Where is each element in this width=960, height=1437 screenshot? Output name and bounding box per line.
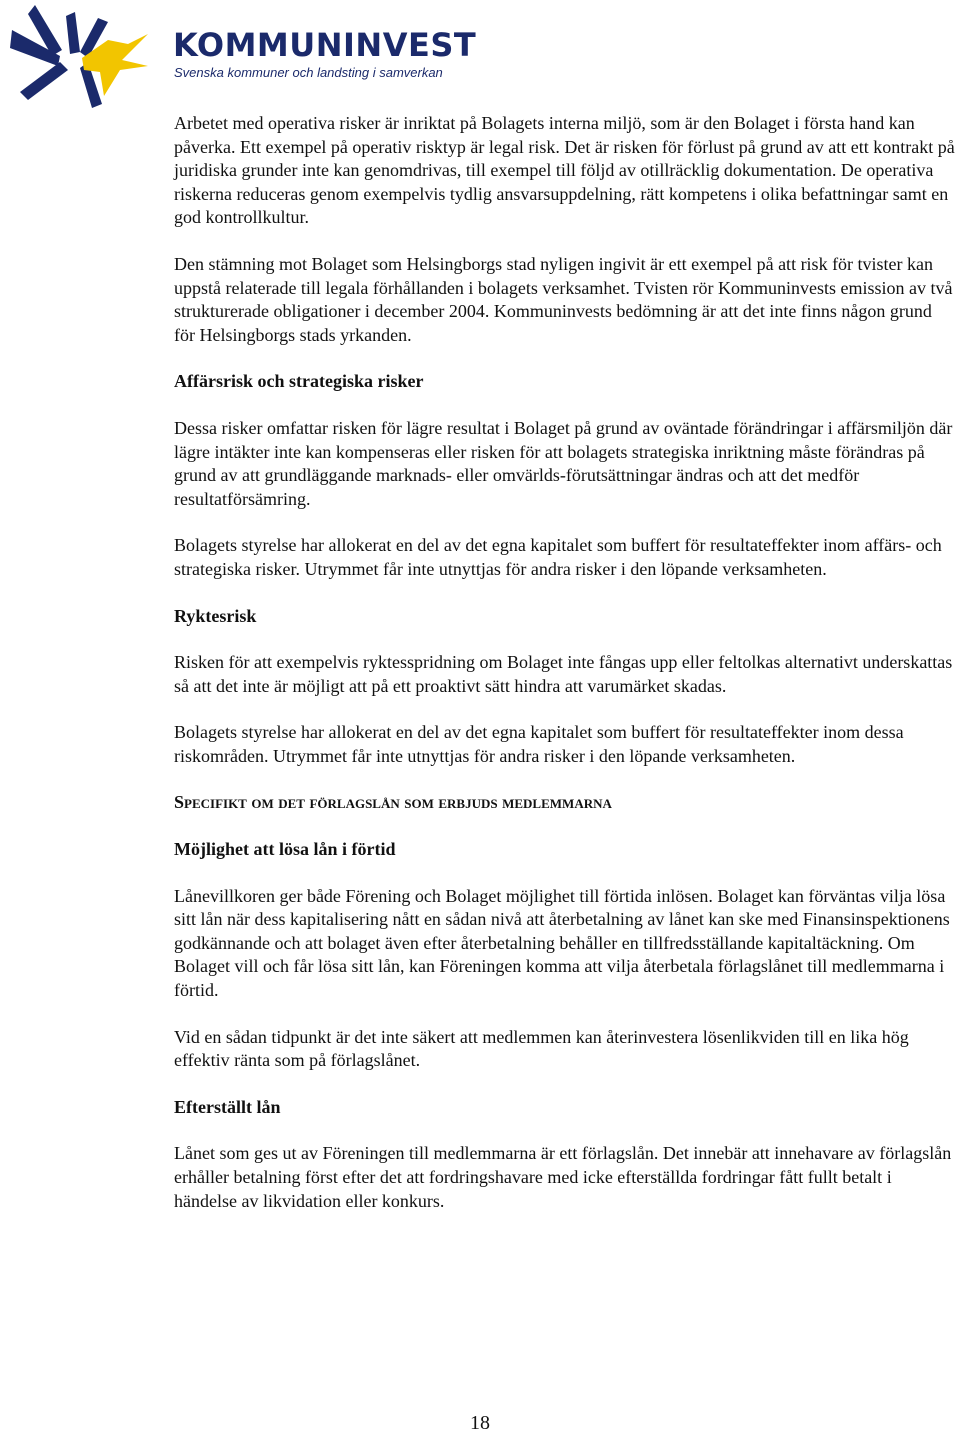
section-heading: Specifikt om det förlagslån som erbjuds medlemmarna — [174, 792, 612, 813]
paragraph: Bolagets styrelse har allokerat en del av det egna kapitalet som buffert för resultateffekter inom affärs- och strategiska risker. Utrymmet får inte utnyttjas för andra risker i den löpande verksamheten. — [174, 535, 942, 579]
document-body — [174, 112, 956, 1236]
paragraph: Den stämning mot Bolaget som Helsingborgs stad nyligen ingivit är ett exempel på att risk för tvister kan uppstå relaterade till legala förhållanden i bolagets verksamhet. Tvisten rör Kommuninvests emission av två strukturerade obligationer i december 2004. Kommuninvests bedömning är att det inte finns någon grund för Helsingborgs stads yrkanden. — [174, 253, 953, 345]
logo-title: KOMMUNINVEST — [173, 26, 477, 64]
paragraph: Bolagets styrelse har allokerat en del av det egna kapitalet som buffert för resultateffekter inom dessa riskområden. Utrymmet får inte utnyttjas för andra risker i den löpande verksamheten. — [174, 722, 904, 766]
heading-losa-lan: Möjlighet att lösa lån i förtid — [174, 839, 396, 860]
page-number: 18 — [470, 1412, 490, 1434]
heading-efterstallt-lan: Efterställt lån — [174, 1096, 281, 1117]
heading-ryktesrisk: Ryktesrisk — [174, 605, 257, 626]
paragraph: Dessa risker omfattar risken för lägre resultat i Bolaget på grund av oväntade förändringar i affärsmiljön där lägre intäkter inte kan kompenseras eller risken för att bolagets strategiska inriktning måste förändras på grund av att grundläggande marknads- eller omvärlds-förutsättningar ändras och att det medför resultatförsämring. — [174, 417, 953, 509]
paragraph: Lånevillkoren ger både Förening och Bolaget möjlighet till förtida inlösen. Bolaget kan förväntas vilja lösa sitt lån när dess kapitalisering nått en sådan nivå att återbetalning av lånet kan ske med Finansinspektionens godkännande och att bolaget även efter återbetalning behåller en tillfredsställande kapitaltäckning. Om Bolaget vill och får lösa sitt lån, kan Föreningen komma att vilja återbetala förlagslånet till medlemmarna i förtid. — [174, 885, 950, 1001]
kommuninvest-logo — [0, 0, 500, 110]
paragraph: Arbetet med operativa risker är inriktat på Bolagets interna miljö, som är den Bolaget i första hand kan påverka. Ett exempel på operativ risktyp är legal risk. Det är risken för förlust på grund av att ett kontrakt på juridiska grunder inte kan genomdrivas, till exempel till följd av otillräcklig dokumentation. De operativa riskerna reduceras genom exempelvis tydlig ansvarsuppdelning, rätt kompetens i olika befattningar samt en god kontrollkultur. — [174, 113, 955, 228]
paragraph: Lånet som ges ut av Föreningen till medlemmarna är ett förlagslån. Det innebär att innehavare av förlagslån erhåller betalning först efter det att fordringshavare med icke efterställda fordringar fått fullt betalt i händelse av likvidation eller konkurs. — [174, 1143, 952, 1211]
kommuninvest-emblem-icon — [0, 0, 170, 110]
paragraph: Risken för att exempelvis ryktesspridning om Bolaget inte fångas upp eller feltolkas alternativt underskattas så att det inte är möjligt att på ett proaktivt sätt hindra att varumärket skadas. — [174, 652, 953, 696]
logo-tagline: Svenska kommuner och landsting i samverkan — [174, 65, 443, 80]
paragraph: Vid en sådan tidpunkt är det inte säkert att medlemmen kan återinvestera lösenlikviden till en lika hög effektiv ränta som på förlagslånet. — [174, 1026, 909, 1071]
heading-affarsrisk: Affärsrisk och strategiska risker — [174, 371, 424, 392]
